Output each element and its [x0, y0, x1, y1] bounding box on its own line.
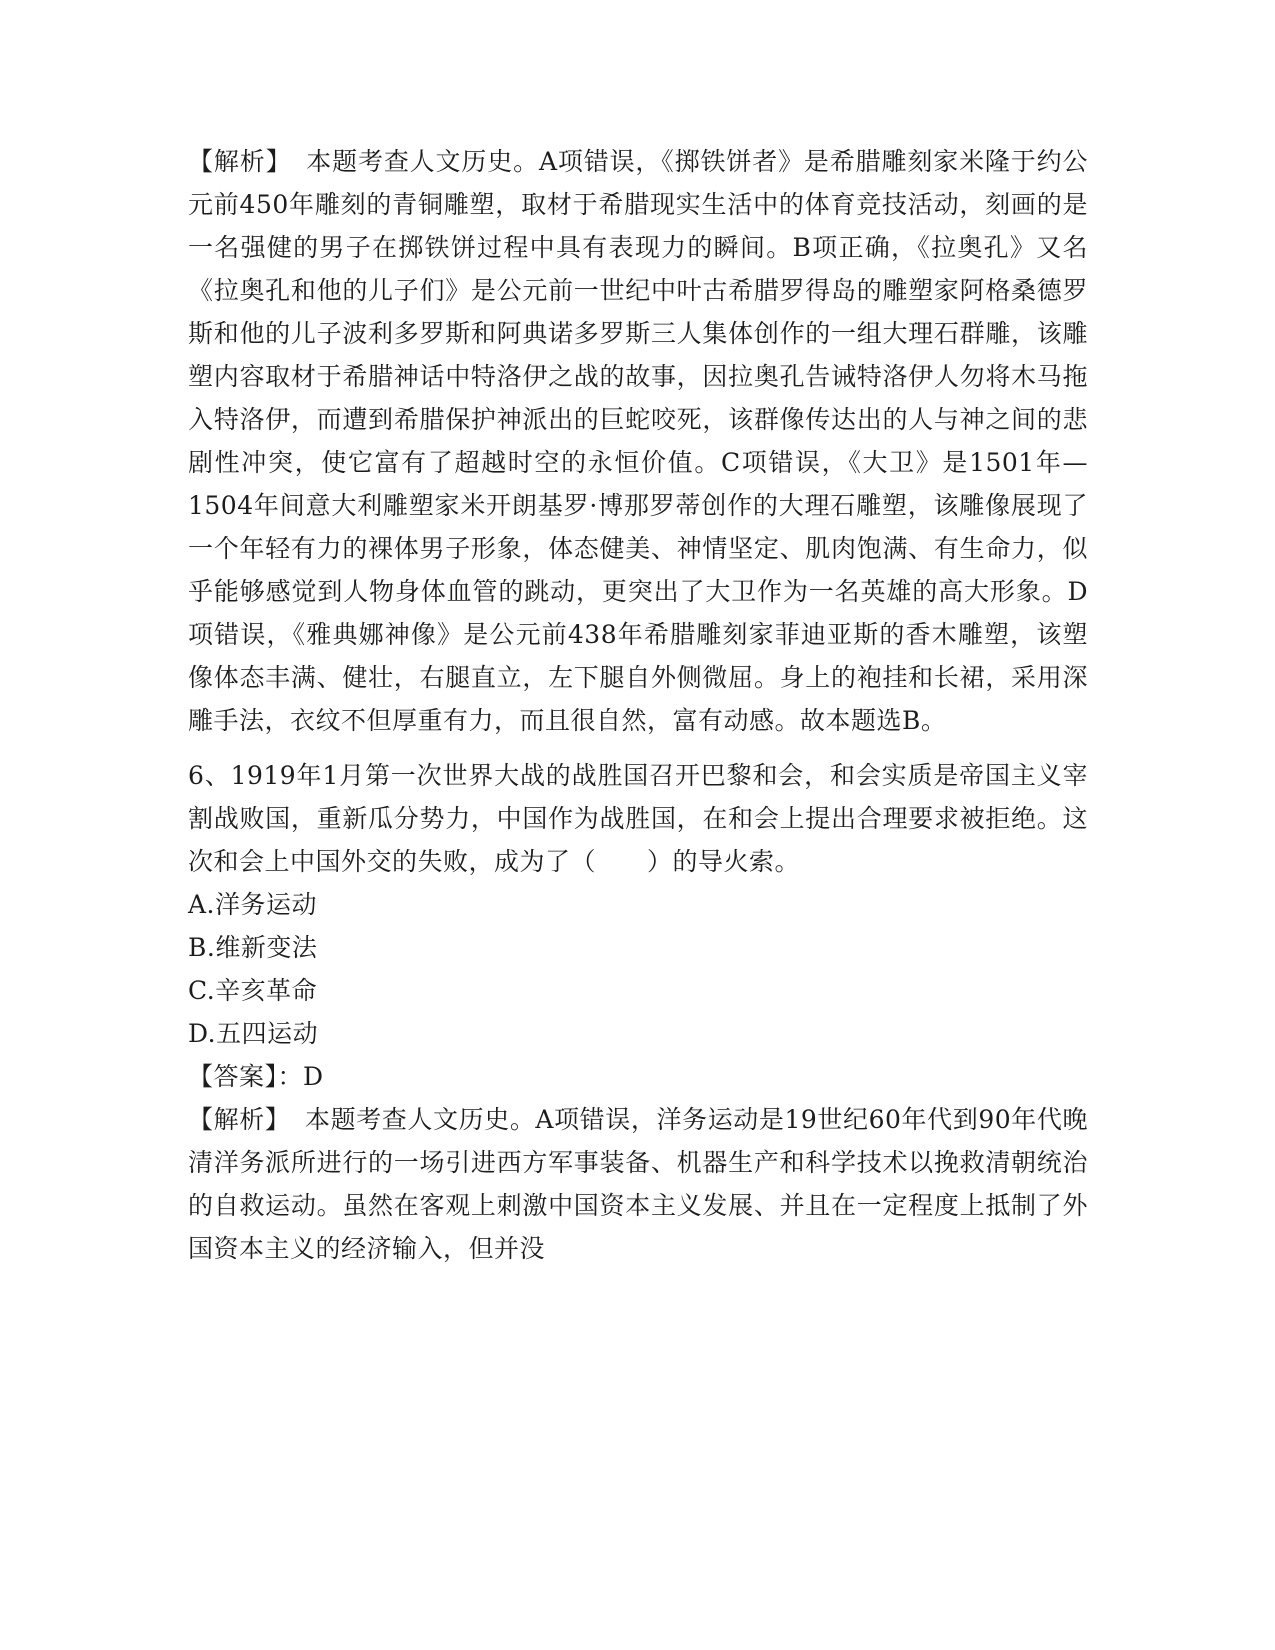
analysis-label: 【解析】 [188, 1105, 291, 1134]
document-content [188, 140, 1088, 1270]
question-analysis [188, 1098, 1088, 1270]
analysis-text: 本题考查人文历史。A项错误，《掷铁饼者》是希腊雕刻家米隆于约公元前450年雕刻的青铜雕塑，取材于希腊现实生活中的体育竞技活动，刻画的是一名强健的男子在掷铁饼过程中具有表现力的瞬间。B项正确，《拉奥孔》又名《拉奥孔和他的儿子们》是公元前一世纪中叶古希腊罗得岛的雕塑家阿格桑德罗斯和他的儿子波利多罗斯和阿典诺多罗斯三人集体创作的一组大理石群雕，该雕塑内容取材于希腊神话中特洛伊之战的故事，因拉奥孔告诫特洛伊人勿将木马拖入特洛伊，而遭到希腊保护神派出的巨蛇咬死，该群像传达出的人与神之间的悲剧性冲突，使它富有了超越时空的永恒价值。C项错误，《大卫》是1501年—1504年间意大利雕塑家米开朗基罗·博那罗蒂创作的大理石雕塑，该雕像展现了一个年轻有力的裸体男子形象，体态健美、神情坚定、肌肉饱满、有生命力，似乎能够感觉到人物身体血管的跳动，更突出了大卫作为一名英雄的高大形象。D项错误，《雅典娜神像》是公元前438年希腊雕刻家菲迪亚斯的香木雕塑，该塑像体态丰满、健壮，右腿直立，左下腿自外侧微屈。身上的袍挂和长裙，采用深雕手法，衣纹不但厚重有力，而且很自然，富有动感。故本题选B。 [188, 147, 1088, 735]
option-d: D.五四运动 [188, 1019, 319, 1048]
option-a: A.洋务运动 [188, 890, 318, 919]
analysis-text: 本题考查人文历史。A项错误，洋务运动是19世纪60年代到90年代晚清洋务派所进行的一场引进西方军事装备、机器生产和科学技术以挽救清朝统治的自救运动。虽然在客观上刺激中国资本主义发展、并且在一定程度上抵制了外国资本主义的经济输入，但并没 [188, 1105, 1088, 1263]
answer-label: 【答案】： [188, 1062, 304, 1091]
option-c: C.辛亥革命 [188, 976, 318, 1005]
previous-analysis [188, 140, 1088, 742]
question-stem: 6、1919年1月第一次世界大战的战胜国召开巴黎和会，和会实质是帝国主义宰割战败国，重新瓜分势力，中国作为战胜国，在和会上提出合理要求被拒绝。这次和会上中国外交的失败，成为了（ ）的导火索。 [188, 761, 1088, 876]
analysis-label: 【解析】 [188, 147, 292, 176]
option-b: B.维新变法 [188, 933, 318, 962]
answer-value: D [303, 1062, 324, 1091]
option-list [188, 883, 1088, 1055]
answer-line [188, 1055, 1088, 1098]
